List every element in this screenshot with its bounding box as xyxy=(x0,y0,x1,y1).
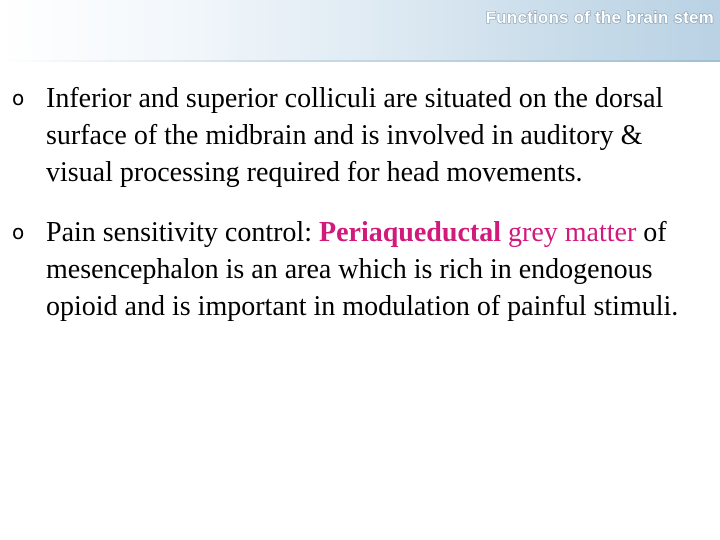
bullet-list xyxy=(10,80,702,325)
bullet-item-pain-control xyxy=(10,214,702,325)
bullet-marker: o xyxy=(12,86,25,110)
slide-title: Functions of the brain stem xyxy=(485,8,714,27)
bullet-text-space xyxy=(501,217,508,248)
bullet-text-colliculi: Inferior and superior colliculi are situated on the dorsal surface of the midbrain and is involved in auditory & visual processing required for head movements. xyxy=(46,83,664,188)
bullet-text-prefix: Pain sensitivity control: xyxy=(46,217,319,248)
header-divider xyxy=(0,60,720,62)
highlight-term-grey-matter: grey matter xyxy=(508,217,637,248)
bullet-marker: o xyxy=(12,220,25,244)
bullet-text-suffix: of mesencephalon is an area which is rich in endogenous opioid and is important in modulation of painful stimuli. xyxy=(46,217,679,322)
bullet-text-pain-control xyxy=(46,214,702,325)
bullet-item-colliculi xyxy=(10,80,702,191)
highlight-term-periaqueductal: Periaqueductal xyxy=(319,217,501,248)
